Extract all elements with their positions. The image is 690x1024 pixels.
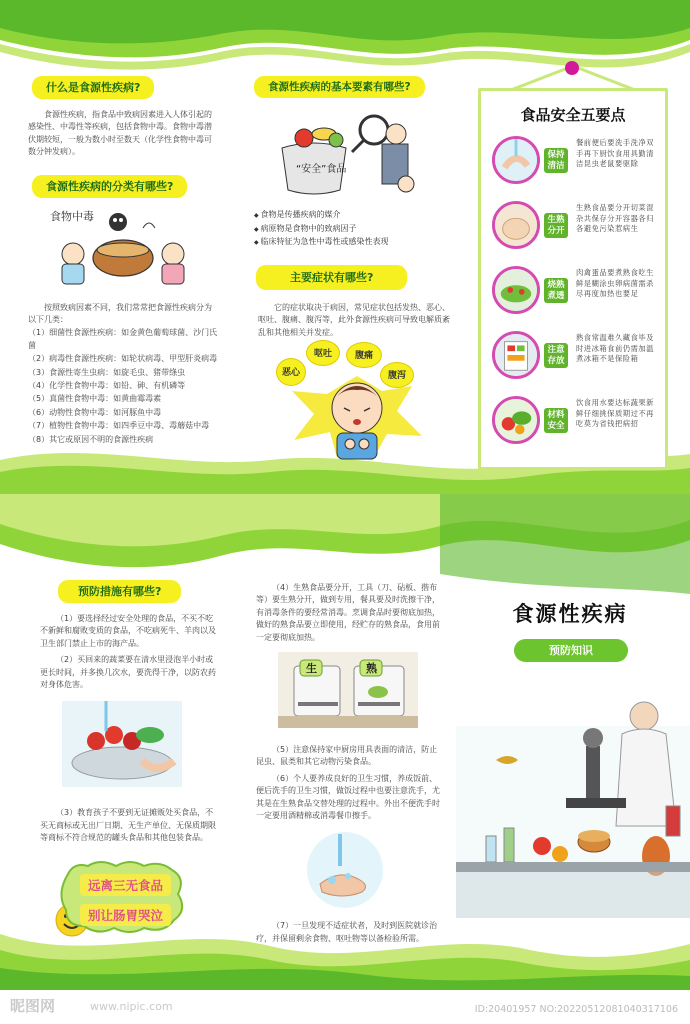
board-label-raw: 生	[306, 661, 317, 675]
classification-item: （6）动物性食物中毒：如河豚鱼中毒	[28, 407, 162, 417]
essential-text: 餐前便后要洗手洗净双手再下厨饮食用具勤清洁昆虫老鼠要驱除	[576, 138, 654, 169]
section-title-classification: 食源性疾病的分类有哪些?	[32, 175, 187, 198]
classification-item: （2）病毒性食源性疾病：如轮状病毒、甲型肝炎病毒	[28, 354, 218, 364]
pink-dot	[564, 60, 580, 76]
essential-item	[492, 331, 662, 383]
section-title-what-is: 什么是食源性疾病?	[32, 76, 154, 99]
cooked-vegetables-icon	[492, 266, 540, 314]
essential-label: 注意存放	[544, 343, 568, 368]
cover-subtitle: 预防知识	[514, 639, 628, 662]
essential-text: 生熟食品要分开切菜混杂共保存分开容器各归各避免污染惹病生	[576, 203, 654, 234]
prevention-para-2: （2）买回来的蔬菜要在清水里浸泡半小时或更长时间，并多换几次水，要洗得干净，以防农药对身体危害。	[40, 655, 216, 689]
section-title-basic-elements: 食源性疾病的基本要素有哪些?	[254, 76, 425, 98]
classification-item: （8）其它或原因不明的食源性疾病	[28, 434, 154, 444]
fresh-produce-icon	[492, 396, 540, 444]
essential-item	[492, 201, 662, 253]
cutting-boards-illustration	[278, 652, 418, 728]
symptom-bubble-abdominal-pain: 腹痛	[346, 342, 382, 368]
safe-food-illustration	[274, 108, 424, 200]
food-poisoning-caption: 食物中毒	[50, 209, 94, 223]
essential-item	[492, 396, 662, 448]
safe-food-caption: “安全”食品	[296, 164, 347, 176]
essential-item	[492, 136, 662, 188]
raw-chicken-icon	[492, 201, 540, 249]
essential-label: 保持清洁	[544, 148, 568, 173]
washing-vegetables-illustration	[62, 701, 182, 787]
what-is-paragraph: 食源性疾病，指食品中致病因素进入人体引起的感染性、中毒性等疾病，包括食物中毒。食物中毒潜伏期较短，一般为数小时至数天（化学性食物中毒可数分钟发病）。	[28, 110, 212, 157]
essential-label: 生熟分开	[544, 213, 568, 238]
hand-washing-illustration	[300, 830, 390, 910]
classification-intro: 按照致病因素不同，我们常常把食源性疾病分为以下几类：	[28, 302, 212, 325]
symptom-bubble-diarrhea: 腹泻	[380, 362, 414, 388]
symptoms-paragraph: 它的症状取决于病因，常见症状包括发热、恶心、呕吐、腹痛、腹泻等，此外食源性疾病可导致电解质紊乱和其他相关并发症。	[258, 303, 450, 337]
five-essentials-title: 食品安全五要点	[520, 106, 626, 124]
classification-item: （4）化学性食物中毒：如铅、砷、有机磷等	[28, 381, 186, 390]
prevention-para-4: （4）生熟食品要分开，工具（刀、砧板、揩布等）要生熟分开，做到专用，餐具要及时洗擦干净，有消毒条件的要经常消毒。烹调食品时要彻底加热，做好的熟食品要立即使用，经贮存的熟食品，食用前一定要彻底加热。	[256, 583, 440, 642]
basic-element-item: ◆ 食物是传播疾病的媒介	[254, 208, 454, 222]
column-what-is	[28, 76, 218, 446]
brochure-inside-page	[0, 0, 690, 494]
refrigerator-icon	[492, 331, 540, 379]
footer-url[interactable]: www.nipic.com	[90, 1000, 173, 1013]
symptom-bubble-vomit: 呕吐	[306, 340, 340, 366]
classification-item: （7）植物性食物中毒：如四季豆中毒、毒蘑菇中毒	[28, 421, 210, 431]
classification-item: （3）食源性寄生虫病：如旋毛虫、猪带绦虫	[28, 367, 186, 377]
prevention-para-1: （1）要选择经过安全处理的食品，不买不吃不新鲜和腐败变质的食品，不吃病死牛、羊肉以及卫生部门禁止上市的海产品。	[40, 614, 216, 648]
brochure-outside-page	[0, 494, 690, 990]
classification-list	[28, 327, 218, 446]
prevention-para-5: （5）注意保持家中厨房用具表面的清洁，防止昆虫、鼠类和其它动物污染食品。	[256, 744, 438, 767]
column-basic-elements	[254, 76, 454, 339]
slogan-line-1: 远离三无食品	[80, 874, 171, 896]
footer-image-id: ID:20401957 NO:20220512081040317106	[474, 1004, 678, 1015]
classification-item: （1）细菌性食源性疾病：如金黄色葡萄球菌、沙门氏菌	[28, 328, 218, 350]
footer-logo: 昵图网	[10, 997, 56, 1015]
hand-washing-icon	[492, 136, 540, 184]
lab-scientist-illustration	[456, 686, 690, 918]
cover-title: 食源性疾病	[512, 602, 628, 626]
essential-label: 材料安全	[544, 408, 568, 433]
column-prevention-continued	[256, 578, 440, 945]
symptom-bubble-nausea: 恶心	[276, 358, 306, 386]
section-title-symptoms: 主要症状有哪些?	[256, 265, 407, 290]
prevention-para-6: （6）个人要养成良好的卫生习惯，养成饭前、便后洗手的卫生习惯，做饭过程中也要注意洗手，尤其是在生熟食品交替处理的过程中。外出不便洗手时一定要用酒精棉或消毒餐巾擦手。	[256, 773, 440, 820]
essential-text: 熟食常温难久藏食毕及时进冰箱食前仍需加温煮冰箱不是保险箱	[576, 333, 654, 364]
basic-element-item: ◆ 临床特征为急性中毒性或感染性表现	[254, 235, 454, 249]
prevention-para-7: （7）一旦发现不适症状者，及时到医院就诊治疗，并保留剩余食物、呕吐物等以备检验所需。	[256, 921, 438, 943]
column-prevention	[40, 580, 220, 845]
section-title-prevention: 预防措施有哪些?	[58, 580, 181, 603]
essential-text: 饮食用水要达标蔬果新鲜仔细挑保质期过不再吃莫为省钱把病招	[576, 398, 654, 429]
essential-label: 烧熟煮透	[544, 278, 568, 303]
essential-item	[492, 266, 662, 318]
food-poisoning-illustration	[48, 206, 198, 288]
basic-elements-list	[254, 208, 454, 249]
slogan-line-2: 别让肠胃哭泣	[80, 904, 171, 926]
basic-element-item: ◆ 病原物是食物中的致病因子	[254, 222, 454, 236]
prevention-para-3: （3）教育孩子不要到无证摊贩处买食品，不买无商标或无出厂日期、无生产单位、无保质期限等商标不符合规范的罐头食品和其他包装食品。	[40, 808, 216, 843]
board-label-cooked: 熟	[366, 661, 377, 675]
essential-text: 肉禽蛋品要煮熟食吃生鲜是糊涂虫卵病菌需杀尽再度加热也要足	[576, 268, 654, 299]
footer-bar	[0, 990, 690, 1024]
classification-item: （5）真菌性食物中毒：如黄曲霉毒素	[28, 394, 162, 404]
